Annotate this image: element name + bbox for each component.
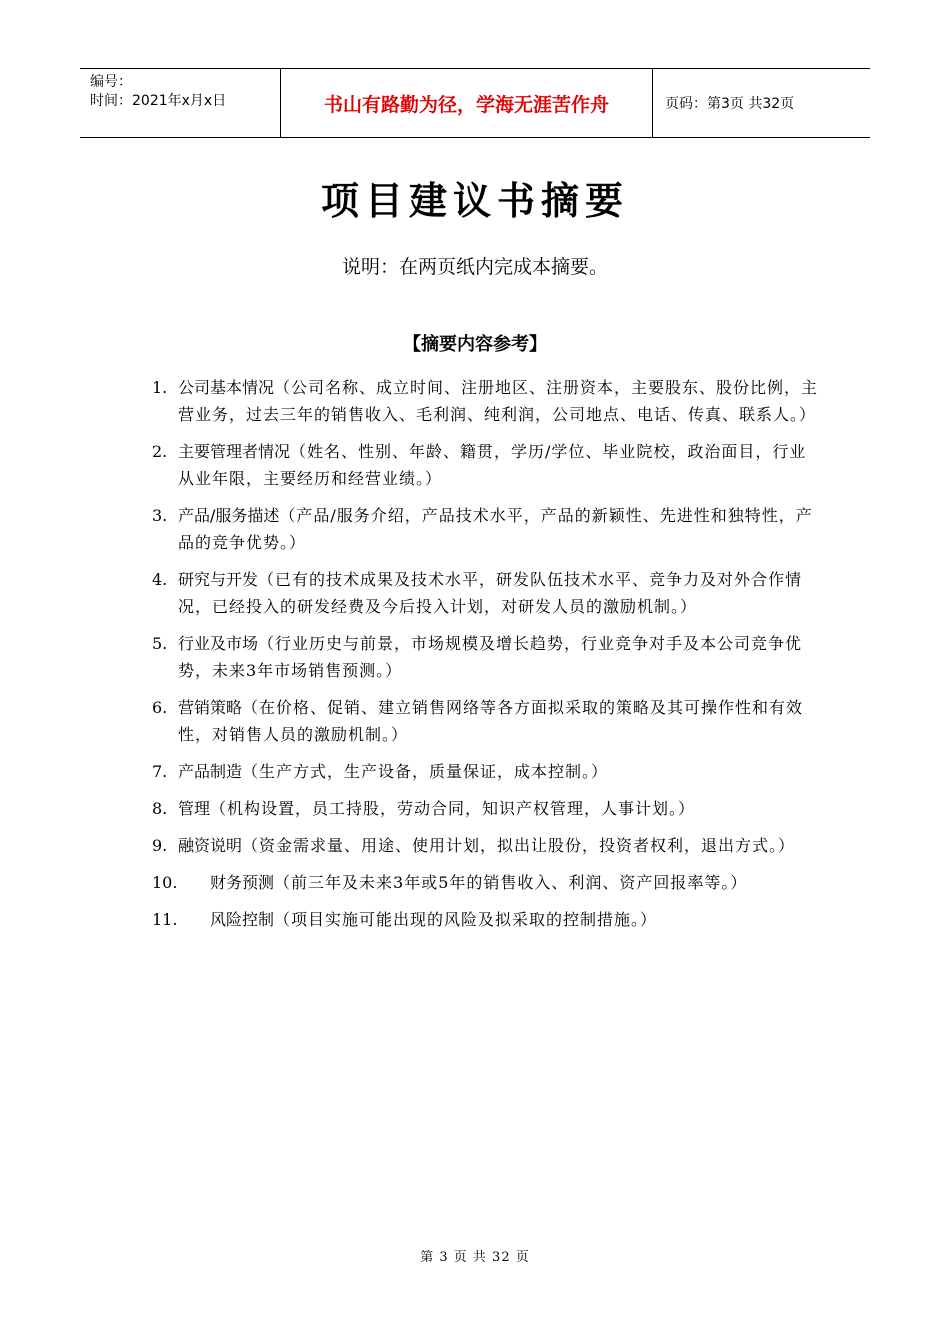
item-number: 6.	[152, 698, 168, 717]
header-table	[80, 68, 870, 138]
list-item	[152, 630, 822, 684]
item-heading: 行业及市场	[178, 634, 259, 653]
item-number: 1.	[152, 378, 168, 397]
item-number: 5.	[152, 634, 168, 653]
item-text: （项目实施可能出现的风险及拟采取的控制措施。）	[274, 910, 658, 929]
item-number: 9.	[152, 836, 168, 855]
item-heading: 财务预测	[210, 873, 275, 892]
summary-list	[152, 374, 822, 943]
item-heading: 研究与开发	[178, 570, 259, 589]
header-meta	[80, 69, 280, 137]
item-heading: 主要管理者情况	[178, 442, 291, 461]
item-heading: 营销策略	[178, 698, 243, 717]
list-item	[152, 694, 822, 748]
item-number: 10.	[152, 873, 178, 892]
list-item	[152, 374, 822, 428]
item-heading: 产品/服务描述	[178, 506, 280, 525]
item-number: 2.	[152, 442, 168, 461]
page-footer: 第 3 页 共 32 页	[420, 1250, 530, 1265]
list-item	[152, 758, 822, 785]
item-text: （行业历史与前景，市场规模及增长趋势，行业竞争对手及本公司竞争优势，未来3年市场销售预测。）	[178, 634, 803, 680]
item-heading: 风险控制	[210, 910, 275, 929]
page-label: 页码：第3页 共32页	[665, 96, 795, 112]
time-label: 时间：2021年x月x日	[90, 93, 227, 109]
list-item	[152, 438, 822, 492]
item-text: （姓名、性别、年龄、籍贯，学历/学位、毕业院校，政治面目，行业从业年限，主要经历和经营业绩。）	[178, 442, 807, 488]
item-text: （已有的技术成果及技术水平，研发队伍技术水平、竞争力及对外合作情况，已经投入的研发经费及今后投入计划，对研发人员的激励机制。）	[178, 570, 803, 616]
page-title: 项目建议书摘要	[320, 179, 629, 223]
list-item	[152, 906, 822, 933]
item-number: 4.	[152, 570, 168, 589]
list-item	[152, 566, 822, 620]
item-number: 11.	[152, 910, 178, 929]
item-text: （前三年及未来3年或5年的销售收入、利润、资产回报率等。）	[274, 873, 748, 892]
number-label: 编号：	[90, 74, 132, 90]
item-number: 7.	[152, 762, 168, 781]
item-heading: 公司基本情况	[178, 378, 275, 397]
list-item	[152, 795, 822, 822]
item-number: 8.	[152, 799, 168, 818]
item-text: （在价格、促销、建立销售网络等各方面拟采取的策略及其可操作性和有效性，对销售人员的激励机制。）	[178, 698, 804, 744]
list-item	[152, 832, 822, 859]
item-heading: 融资说明	[178, 836, 243, 855]
list-item	[152, 869, 822, 896]
item-text: （机构设置，员工持股，劳动合同，知识产权管理，人事计划。）	[210, 799, 696, 818]
item-text: （生产方式，生产设备，质量保证，成本控制。）	[242, 762, 609, 781]
note: 说明：在两页纸内完成本摘要。	[341, 256, 608, 278]
section-title: 【摘要内容参考】	[403, 334, 547, 355]
item-number: 3.	[152, 506, 168, 525]
item-text: （产品/服务介绍，产品技术水平，产品的新颖性、先进性和独特性，产品的竞争优势。）	[178, 506, 813, 552]
motto: 书山有路勤为径，学海无涯苦作舟	[280, 69, 653, 137]
item-heading: 管理	[178, 799, 211, 818]
item-heading: 产品制造	[178, 762, 243, 781]
item-text: （资金需求量、用途、使用计划，拟出让股份，投资者权利，退出方式。）	[242, 836, 796, 855]
item-text: （公司名称、成立时间、注册地区、注册资本，主要股东、股份比例，主营业务，过去三年的销售收入、毛利润、纯利润，公司地点、电话、传真、联系人。）	[178, 378, 819, 424]
list-item	[152, 502, 822, 556]
